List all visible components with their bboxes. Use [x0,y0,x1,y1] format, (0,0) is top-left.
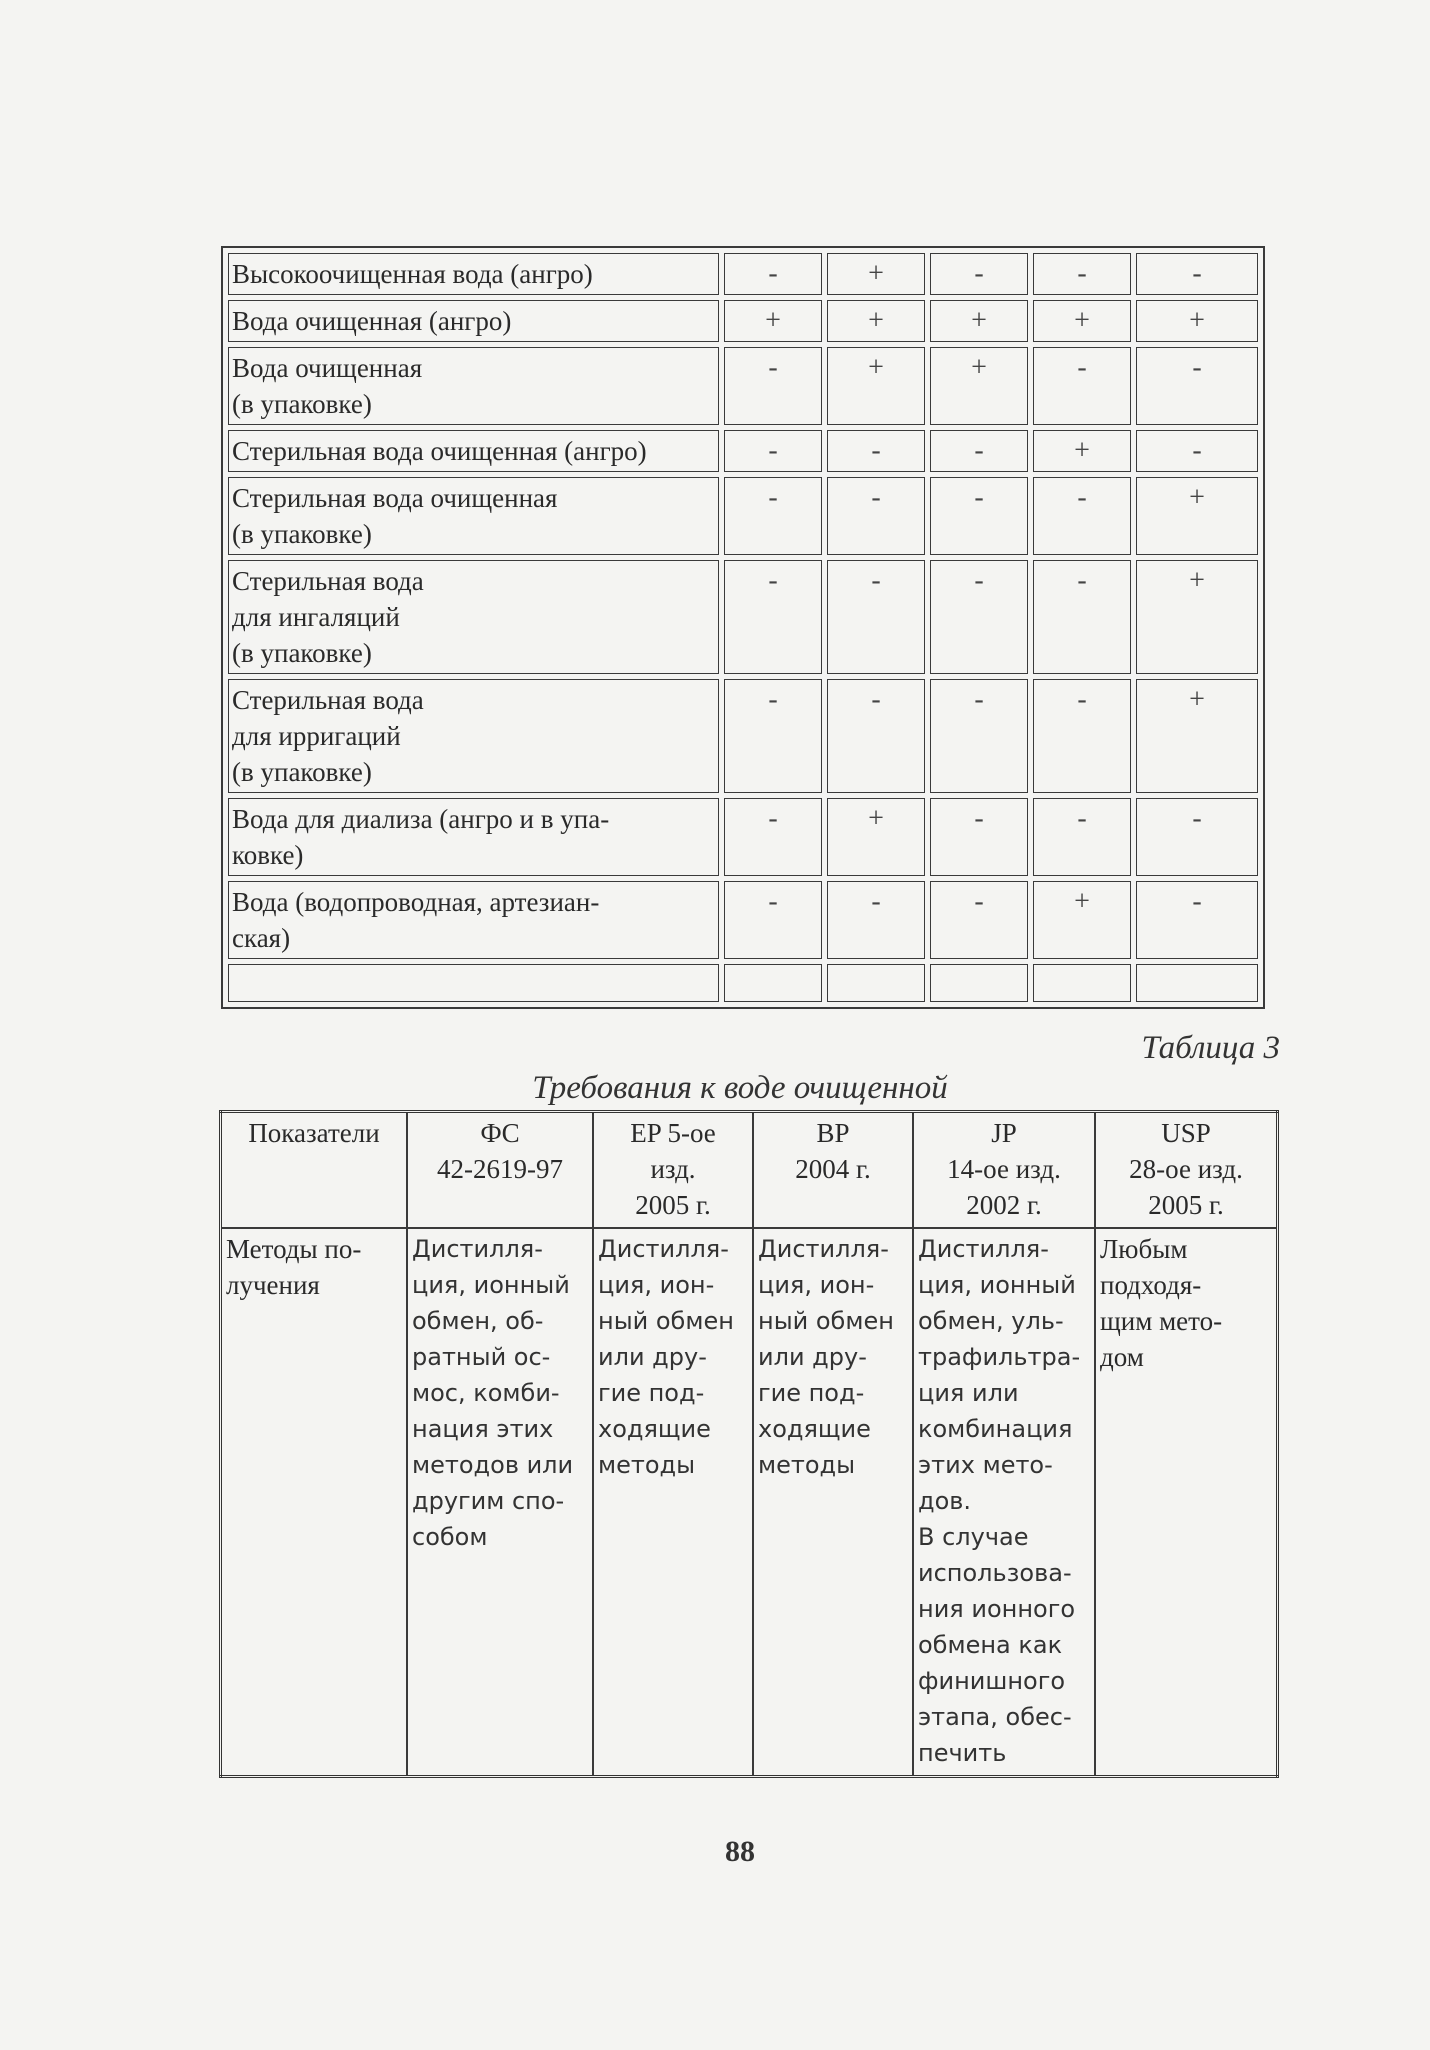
mark-cell: - [1136,798,1258,876]
mark-cell: - [827,560,925,674]
mark-cell: + [930,300,1028,342]
page-number: 88 [725,1835,755,1868]
table-row [228,253,1258,295]
row-label: Высокоочищенная вода (ангро) [228,253,719,295]
table-row [228,964,1258,1002]
mark-cell: - [930,477,1028,555]
value-cell: Дистилля- ция, ион- ный обмен или дру- гие под- ходящие методы [753,1228,913,1777]
mark-cell [724,964,822,1002]
purified-water-requirements-table [219,1110,1279,1778]
mark-cell: + [1136,300,1258,342]
mark-cell: - [930,253,1028,295]
compliance-table [221,246,1265,1009]
mark-cell [1136,964,1258,1002]
mark-cell [1033,964,1131,1002]
mark-cell: - [724,253,822,295]
table-title: Требования к воде очищенной [532,1070,948,1106]
table-row [221,1228,1278,1777]
mark-cell: + [827,300,925,342]
row-label: Вода очищенная (в упаковке) [228,347,719,425]
table-row [228,430,1258,472]
mark-cell: + [827,798,925,876]
header-cell: JP 14-ое изд. 2002 г. [913,1112,1095,1229]
table-row [228,560,1258,674]
mark-cell: + [724,300,822,342]
mark-cell: + [1136,560,1258,674]
mark-cell: + [1033,300,1131,342]
mark-cell: + [1136,477,1258,555]
mark-cell: - [1033,253,1131,295]
mark-cell: - [724,477,822,555]
mark-cell: - [1033,798,1131,876]
mark-cell: + [930,347,1028,425]
mark-cell: - [930,560,1028,674]
header-cell: BP 2004 г. [753,1112,913,1229]
row-label: Вода для диализа (ангро и в упа- ковке) [228,798,719,876]
table-row [228,881,1258,959]
row-label: Стерильная вода очищенная (ангро) [228,430,719,472]
row-label: Стерильная вода очищенная (в упаковке) [228,477,719,555]
mark-cell: + [827,347,925,425]
mark-cell: - [724,430,822,472]
value-cell: Дистилля- ция, ион- ный обмен или дру- гие под- ходящие методы [593,1228,753,1777]
table-number: Таблица 3 [1141,1030,1280,1066]
table-row [228,477,1258,555]
row-label: Стерильная вода для ингаляций (в упаковке) [228,560,719,674]
mark-cell: - [930,798,1028,876]
row-label [228,964,719,1002]
header-cell: ФС 42-2619-97 [407,1112,593,1229]
mark-cell: - [1136,881,1258,959]
mark-cell: - [827,477,925,555]
table-row [228,347,1258,425]
table-row [228,300,1258,342]
row-label: Стерильная вода для ирригаций (в упаковке) [228,679,719,793]
mark-cell: - [724,347,822,425]
mark-cell: + [827,253,925,295]
mark-cell: - [1033,679,1131,793]
mark-cell: - [930,679,1028,793]
mark-cell: - [1136,430,1258,472]
mark-cell: - [724,881,822,959]
row-label: Вода очищенная (ангро) [228,300,719,342]
mark-cell: - [724,679,822,793]
mark-cell: - [1033,560,1131,674]
mark-cell: + [1033,430,1131,472]
indicator-cell: Методы по- лучения [221,1228,408,1777]
table-row [228,798,1258,876]
mark-cell: - [930,881,1028,959]
mark-cell: + [1136,679,1258,793]
header-cell: EP 5-ое изд. 2005 г. [593,1112,753,1229]
mark-cell: - [930,430,1028,472]
mark-cell: - [724,560,822,674]
mark-cell: - [1033,477,1131,555]
mark-cell [827,964,925,1002]
header-cell: USP 28-ое изд. 2005 г. [1095,1112,1278,1229]
mark-cell: - [827,881,925,959]
header-row [221,1112,1278,1229]
value-cell: Дистилля- ция, ионный обмен, уль- трафильтра- ция или комбинация этих мето- дов. В случае использова- ния ионного обмена как финишного этапа, обес- печить [913,1228,1095,1777]
mark-cell: - [1136,253,1258,295]
mark-cell: + [1033,881,1131,959]
mark-cell: - [1033,347,1131,425]
header-cell: Показатели [221,1112,408,1229]
mark-cell: - [827,430,925,472]
row-label: Вода (водопроводная, артезиан- ская) [228,881,719,959]
value-cell: Любым подходя- щим мето- дом [1095,1228,1278,1777]
mark-cell: - [1136,347,1258,425]
mark-cell [930,964,1028,1002]
value-cell: Дистилля- ция, ионный обмен, об- ратный ос- мос, комби- нация этих методов или другим спо- собом [407,1228,593,1777]
mark-cell: - [724,798,822,876]
mark-cell: - [827,679,925,793]
table-row [228,679,1258,793]
